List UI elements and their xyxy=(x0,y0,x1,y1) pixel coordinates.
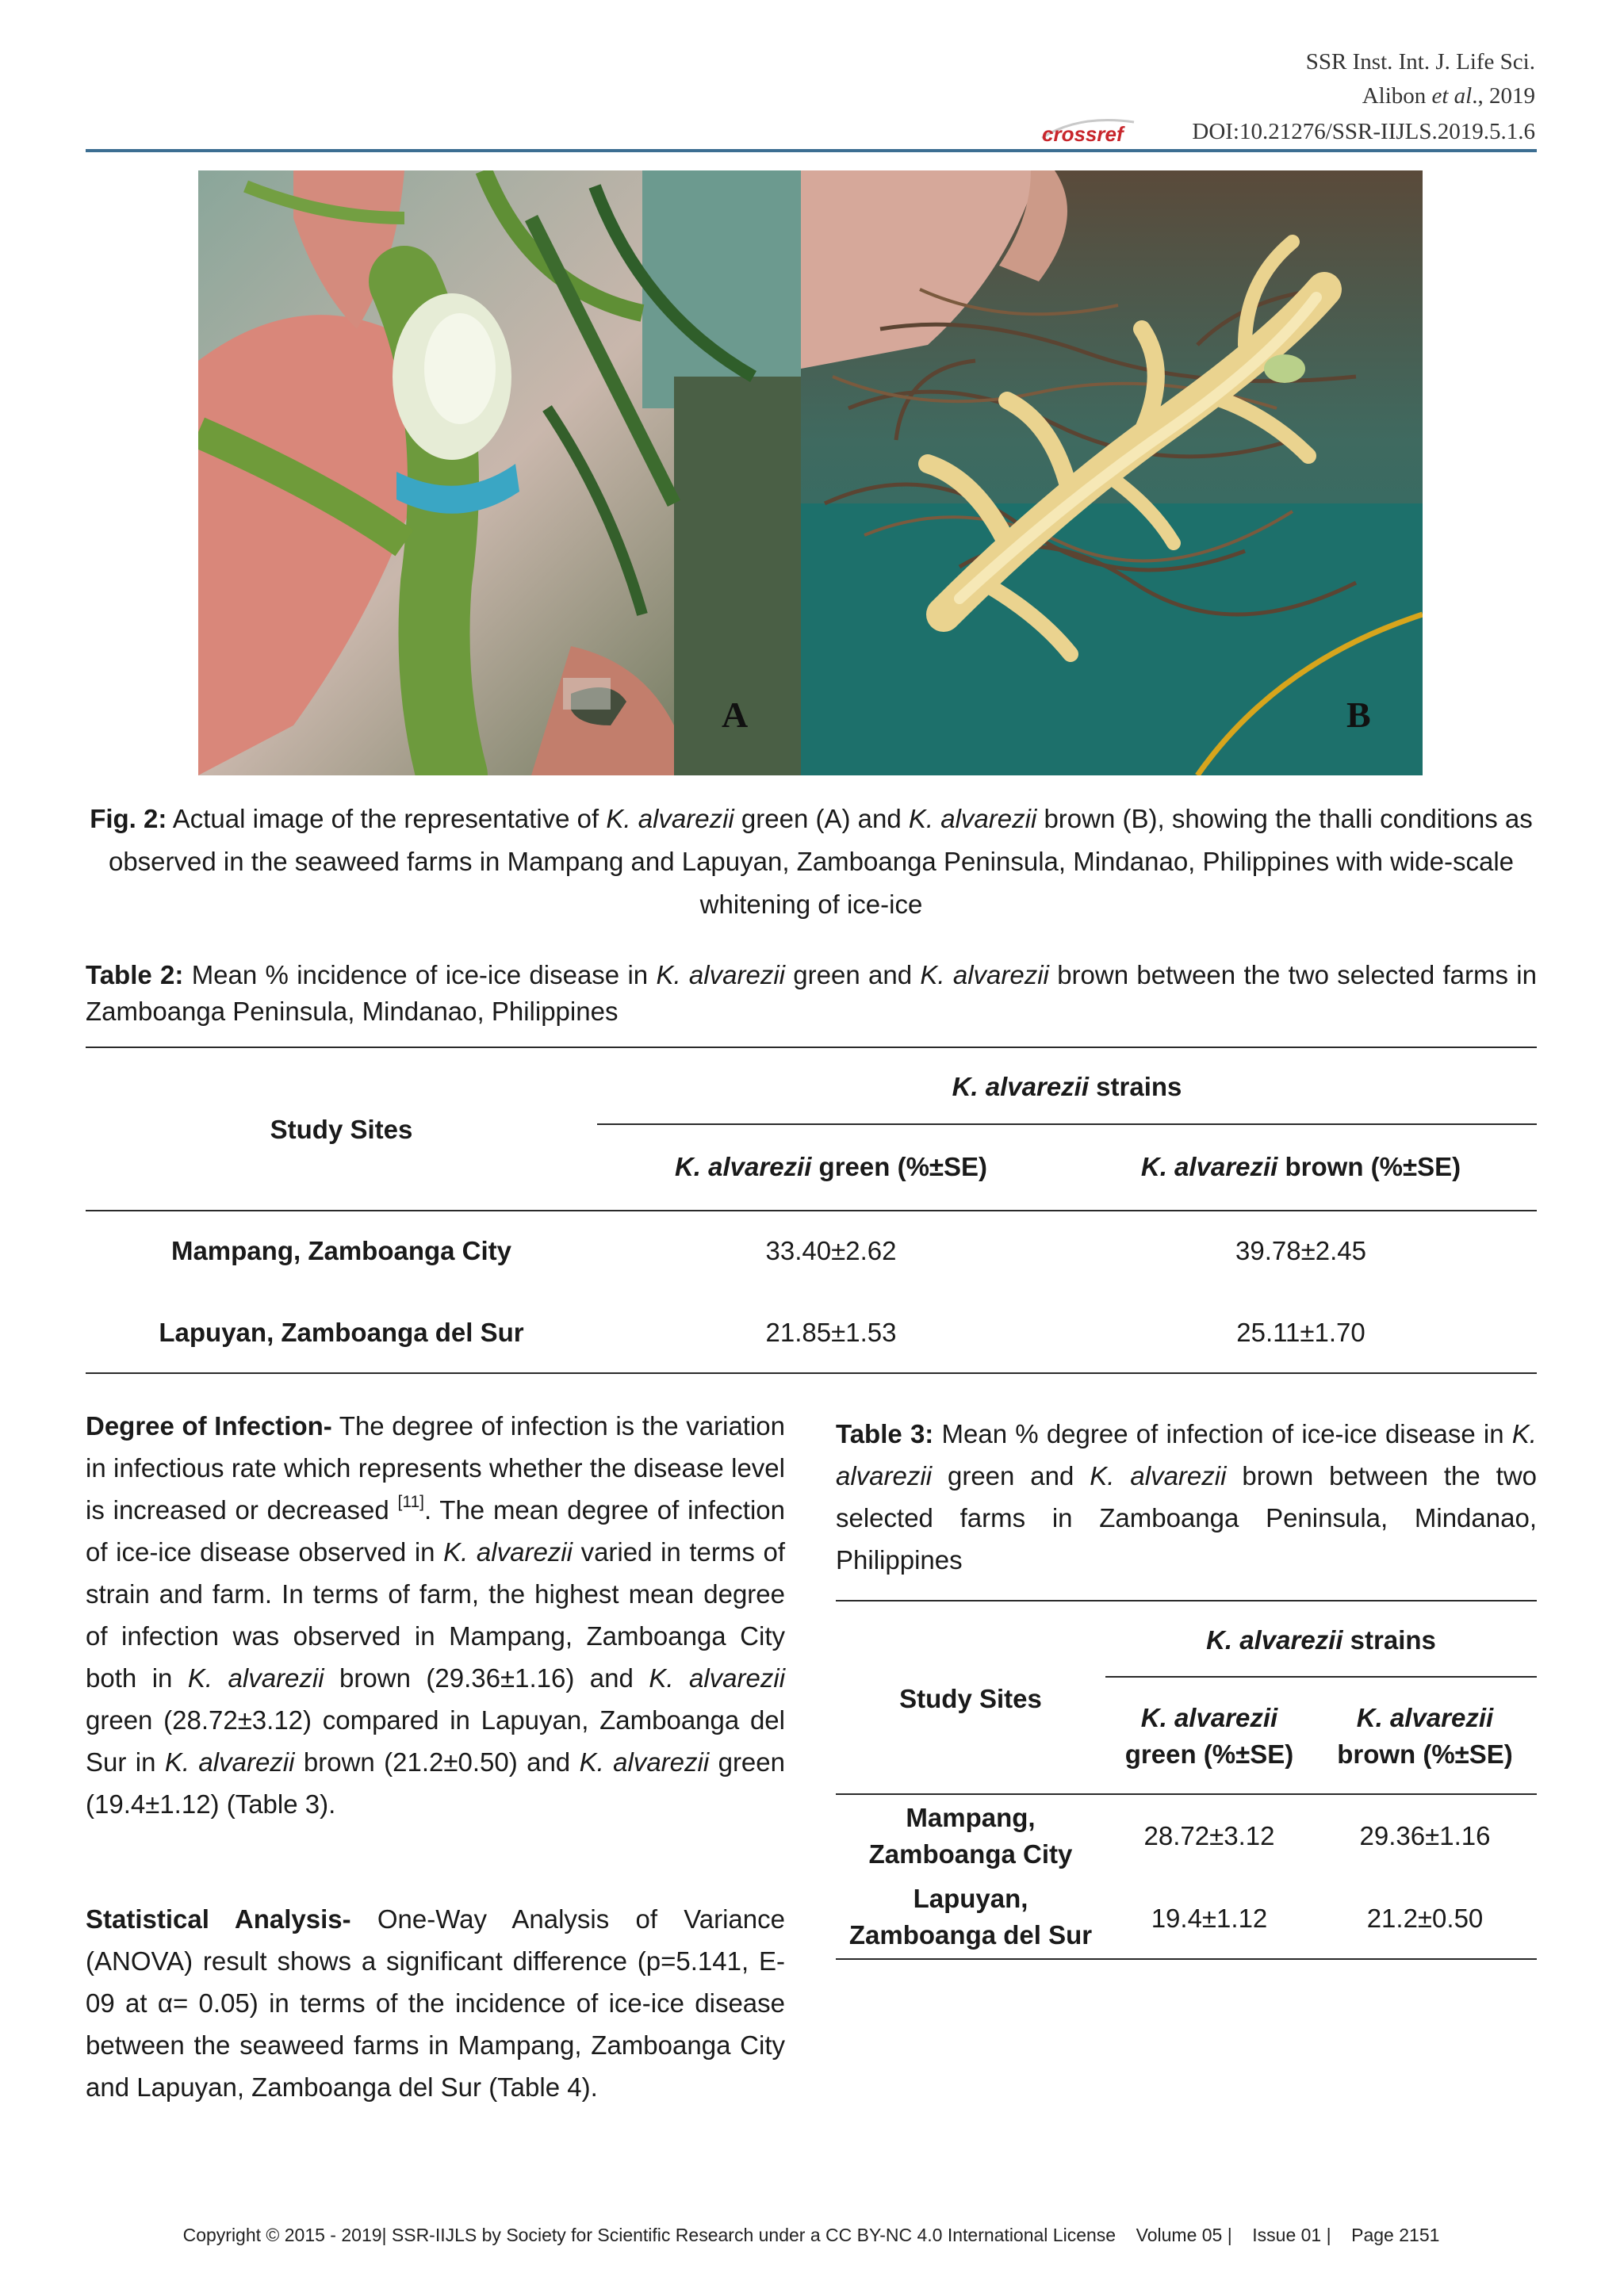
table-2-bottom-rule xyxy=(86,1372,1537,1374)
species-name: K. alvarezii xyxy=(1206,1625,1343,1655)
header-rule xyxy=(86,149,1537,152)
body-text: green (19.4±1.12) (Table 3). xyxy=(86,1747,785,1819)
panel-b-image xyxy=(801,170,1423,775)
table-3-header-rule xyxy=(836,1793,1537,1795)
table-2-mid-rule xyxy=(597,1123,1537,1125)
body-text: . The mean degree of infection of ice-ice disease observed in xyxy=(86,1495,786,1567)
table-label: Table 2: xyxy=(86,960,184,989)
caption-text: Actual image of the representative of xyxy=(167,804,607,833)
caption-text: Mean % degree of infection of ice-ice disease in xyxy=(933,1419,1512,1448)
species-name: K. alvarezii xyxy=(952,1072,1090,1101)
caption-text: green and xyxy=(784,960,921,989)
site-text: Mampang, xyxy=(906,1803,1036,1832)
table-3-mid-rule xyxy=(1105,1676,1537,1678)
section-heading: Degree of Infection- xyxy=(86,1411,332,1441)
table-2-top-rule xyxy=(86,1047,1537,1048)
species-name: K. alvarezii xyxy=(674,1152,812,1181)
species-name: K. alvarezii xyxy=(656,960,785,989)
author-et-al: et al xyxy=(1431,83,1473,109)
species-name: K. alvarezii xyxy=(1356,1703,1494,1732)
table-2-header-brown xyxy=(1065,1149,1537,1185)
table-3-top-rule xyxy=(836,1600,1537,1601)
panel-a-image xyxy=(198,170,801,775)
body-text: green (28.72±3.12) compared in Lapuyan, Zamboanga del Sur in xyxy=(86,1705,785,1777)
table-3-header-green xyxy=(1105,1700,1313,1773)
species-name: K. alvarezii xyxy=(649,1663,786,1693)
table-3-bottom-rule xyxy=(836,1958,1537,1960)
species-name: K. alvarezii xyxy=(579,1747,710,1777)
table-3-caption xyxy=(836,1413,1537,1581)
species-name: K. alvarezii xyxy=(1090,1461,1227,1490)
table-3-row-brown: 21.2±0.50 xyxy=(1366,1904,1484,1933)
table-2-header-green xyxy=(597,1149,1065,1185)
journal-name: SSR Inst. Int. J. Life Sci. xyxy=(1305,49,1535,75)
degree-of-infection-paragraph xyxy=(86,1405,785,1825)
header-text: green (%±SE) xyxy=(1124,1739,1294,1769)
header-text: brown (%±SE) xyxy=(1337,1739,1513,1769)
table-2-row-site: Lapuyan, Zamboanga del Sur xyxy=(159,1318,524,1347)
header-text: brown (%±SE) xyxy=(1277,1152,1461,1181)
crossref-logo xyxy=(1039,111,1156,146)
table-2-row-brown: 25.11±1.70 xyxy=(1236,1318,1365,1347)
figure-caption xyxy=(86,798,1537,926)
body-text: The degree of infection is the variation in infectious rate which represents whether the disease level is increased or decreased xyxy=(86,1411,785,1525)
species-name: K. alvarezii xyxy=(606,804,734,833)
citation-ref: [11] xyxy=(397,1493,424,1511)
author-prefix: Alibon xyxy=(1362,83,1432,109)
page-footer: Copyright © 2015 - 2019| SSR-IIJLS by Society for Scientific Research under a CC BY-NC 4.0 International License Volume 05 | Issue 01 | Page 2151 xyxy=(182,2225,1440,2245)
author-year: ., 2019 xyxy=(1472,83,1535,109)
header-text: strains xyxy=(1342,1625,1436,1655)
species-name: K. alvarezii xyxy=(908,804,1037,833)
species-name: K. alvarezii xyxy=(443,1537,573,1567)
doi-text: DOI:10.21276/SSR-IIJLS.2019.5.1.6 xyxy=(1192,119,1535,144)
author-line xyxy=(1362,83,1535,109)
panel-b-label: B xyxy=(1346,695,1371,735)
table-3-header-strains xyxy=(1105,1622,1537,1659)
species-name: K. alvarezii xyxy=(164,1747,295,1777)
caption-text: brown (B), showing the thalli conditions as observed in the seaweed farms in Mampang and Lapuyan, Zamboanga Peninsula, Mindanao, Philippines with wide-scale whitening of ice-ice xyxy=(108,804,1533,919)
table-2-header-strains xyxy=(597,1069,1537,1105)
site-text: Lapuyan, xyxy=(913,1884,1028,1913)
caption-text: brown between the two selected farms in Zamboanga Peninsula, Mindanao, Philippines xyxy=(86,960,1537,1026)
panel-a-label: A xyxy=(722,695,749,735)
table-2-header-study-sites: Study Sites xyxy=(270,1115,413,1144)
table-3-row-green: 19.4±1.12 xyxy=(1151,1904,1268,1933)
species-name: K. alvarezii xyxy=(920,960,1049,989)
header-text: green (%±SE) xyxy=(811,1152,988,1181)
body-text: brown (21.2±0.50) and xyxy=(294,1747,580,1777)
table-2-row-brown: 39.78±2.45 xyxy=(1235,1236,1366,1265)
site-text: Zamboanga del Sur xyxy=(848,1920,1093,1950)
table-2-caption xyxy=(86,957,1537,1030)
table-3-row-site xyxy=(836,1881,1105,1954)
caption-text: Mean % incidence of ice-ice disease in xyxy=(183,960,657,989)
table-label: Table 3: xyxy=(836,1419,934,1448)
caption-text: green (A) and xyxy=(733,804,909,833)
header-text: strains xyxy=(1089,1072,1182,1101)
species-name: K. alvarezii xyxy=(187,1663,324,1693)
body-text: varied in terms of strain and farm. In terms of farm, the highest mean degree of infection was observed in Mampang, Zamboanga City both in xyxy=(86,1537,786,1693)
body-text: brown (29.36±1.16) and xyxy=(324,1663,649,1693)
table-3-header-brown xyxy=(1313,1700,1537,1773)
table-2-row-green: 33.40±2.62 xyxy=(765,1236,897,1265)
species-name: K. alvarezii xyxy=(1140,1152,1278,1181)
caption-text: brown between the two selected farms in Zamboanga Peninsula, Mindanao, Philippines xyxy=(836,1461,1538,1575)
crossref-logo-text: crossref xyxy=(1042,122,1124,146)
table-3-row-site xyxy=(836,1800,1105,1873)
table-3-row-green: 28.72±3.12 xyxy=(1143,1821,1275,1850)
figure-2-image xyxy=(198,170,1423,775)
table-2-row-green: 21.85±1.53 xyxy=(765,1318,897,1347)
figure-label: Fig. 2: xyxy=(90,804,167,833)
body-text: One-Way Analysis of Variance (ANOVA) result shows a significant difference (p=5.141, E-09 at α= 0.05) in terms of the incidence of ice-ice disease between the seaweed farms in Mampang, Zamboanga City and Lapuyan, Zamboanga del Sur (Table 4). xyxy=(86,1904,785,2102)
section-heading: Statistical Analysis- xyxy=(86,1904,351,1934)
species-name: K. alvarezii xyxy=(836,1419,1537,1490)
table-3-header-study-sites: Study Sites xyxy=(899,1684,1042,1713)
caption-text: green and xyxy=(932,1461,1090,1490)
site-text: Zamboanga City xyxy=(868,1839,1073,1869)
statistical-analysis-paragraph xyxy=(86,1898,785,2108)
species-name: K. alvarezii xyxy=(1140,1703,1278,1732)
table-2-row-site: Mampang, Zamboanga City xyxy=(170,1236,512,1265)
table-3-row-brown: 29.36±1.16 xyxy=(1359,1821,1491,1850)
table-2-header-rule xyxy=(86,1210,1537,1211)
